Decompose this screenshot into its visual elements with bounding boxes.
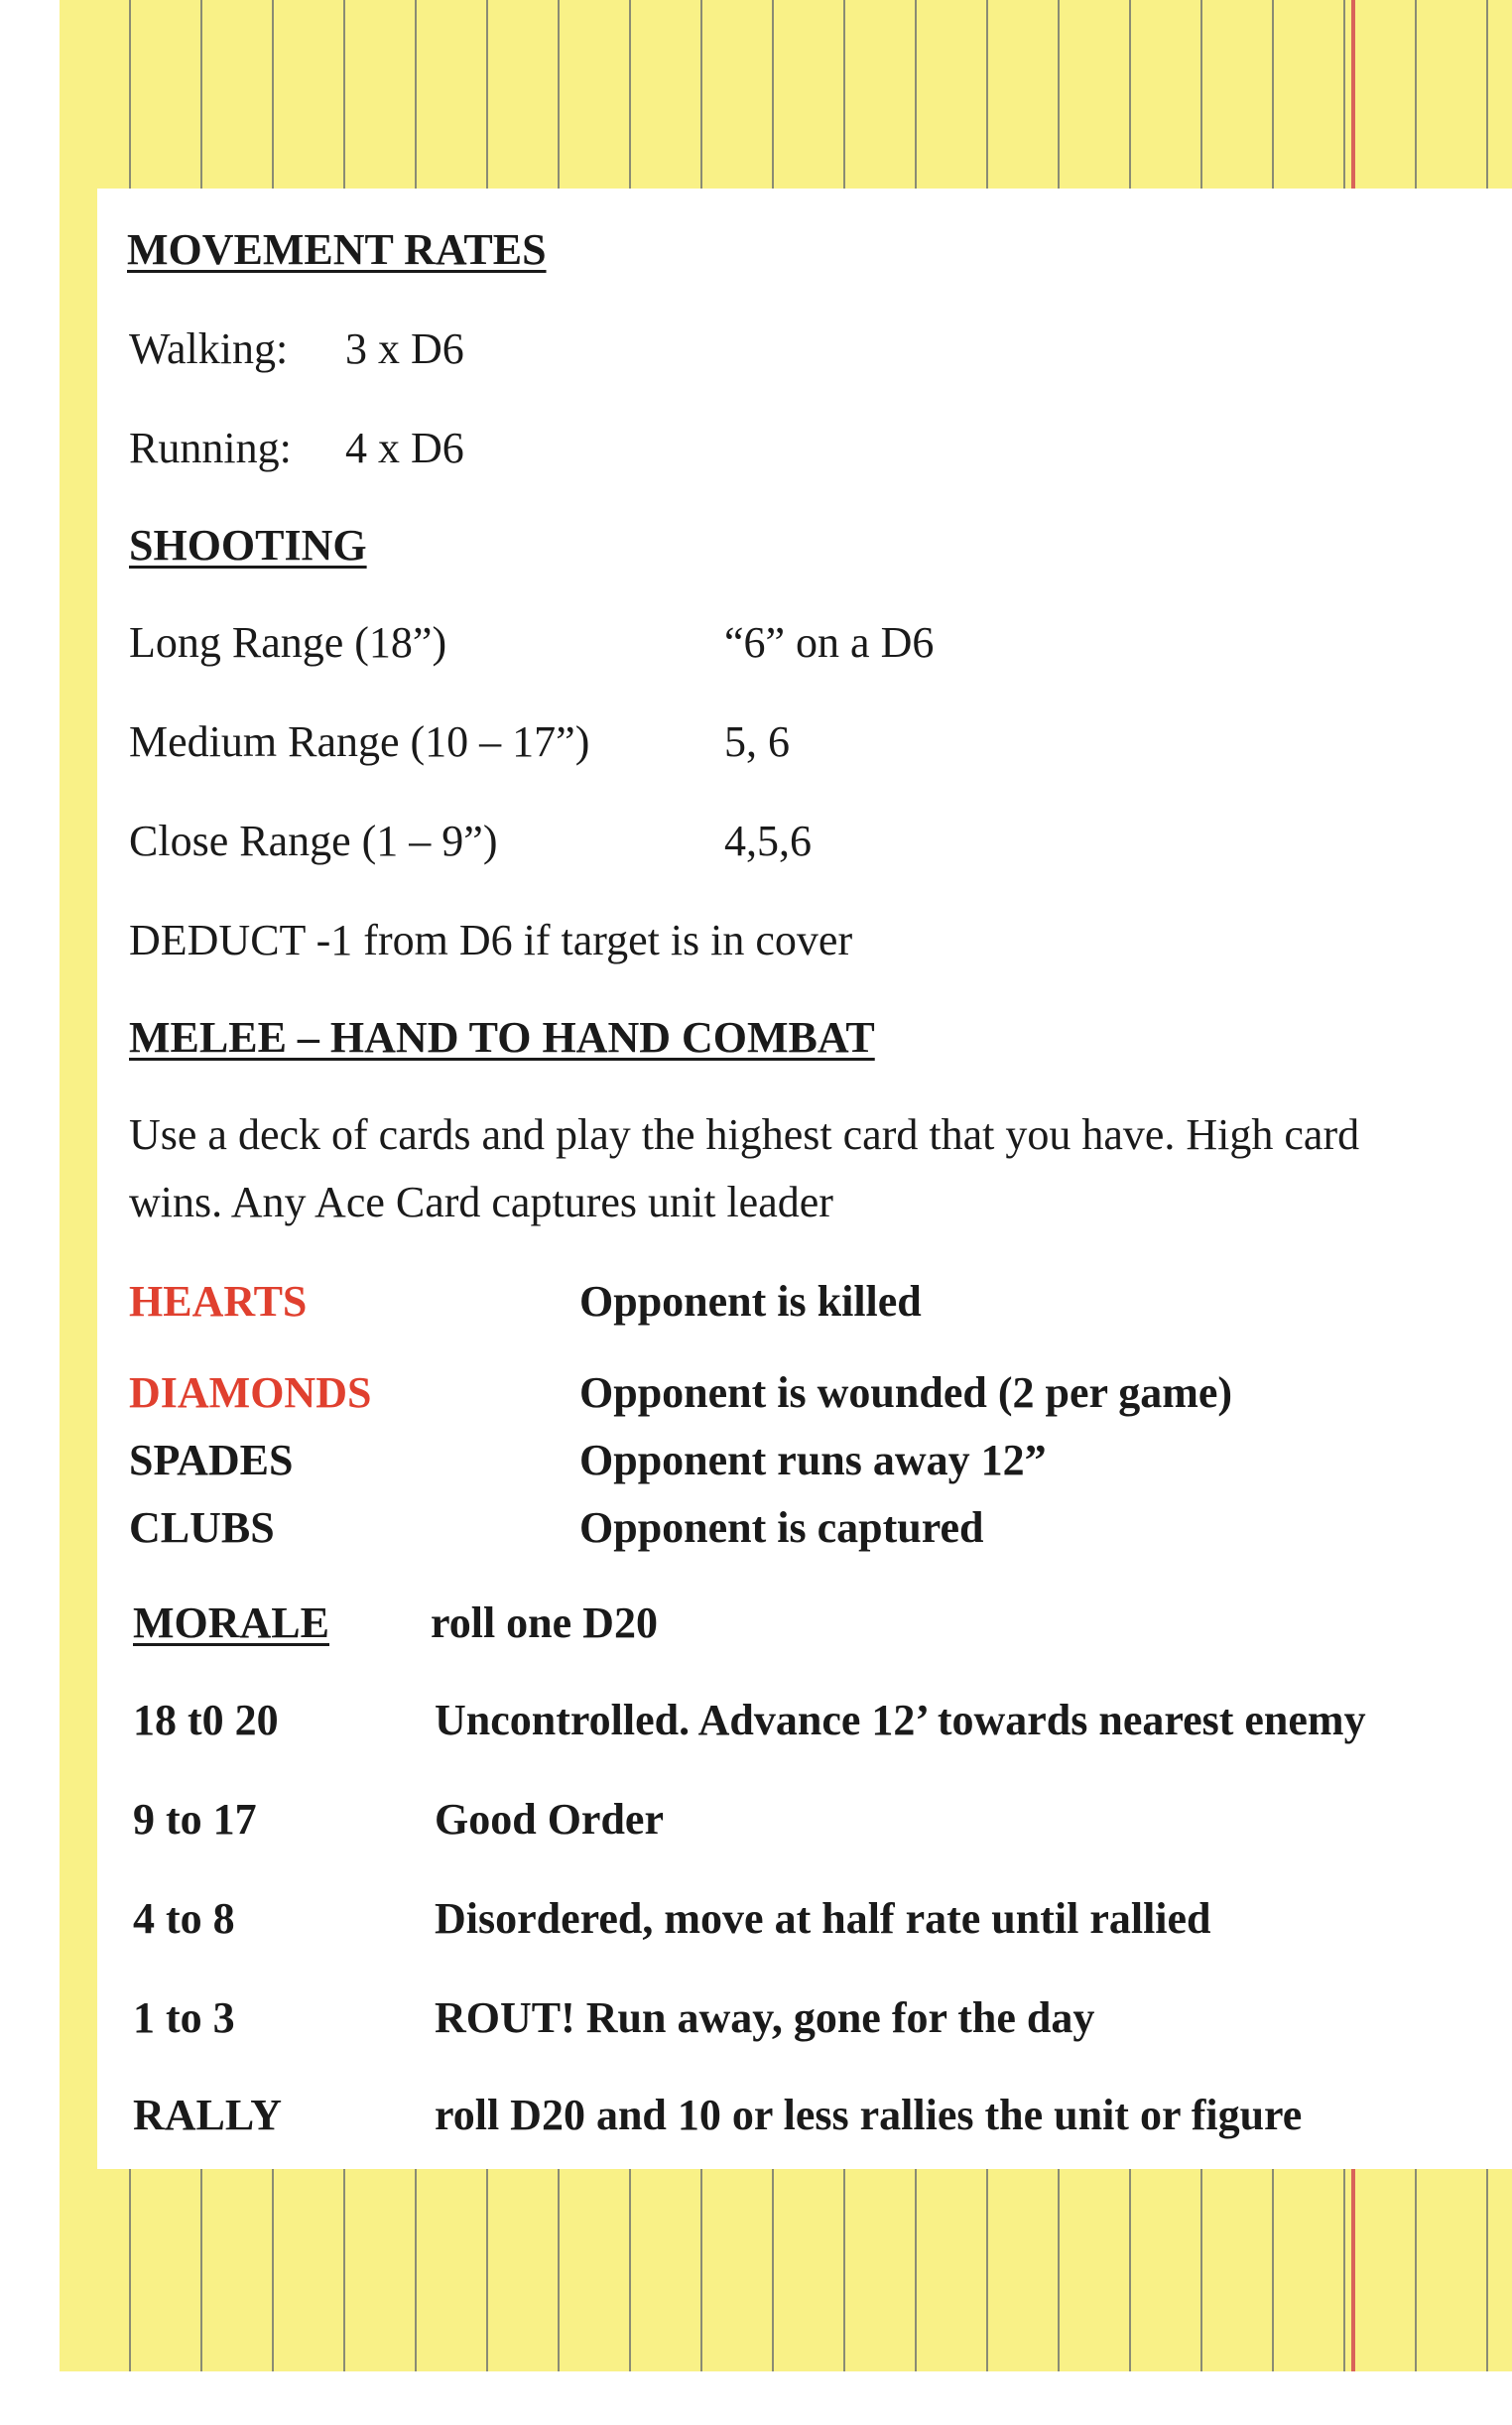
shooting-heading: SHOOTING xyxy=(129,521,367,570)
morale-result-18-20: Uncontrolled. Advance 12’ towards nearest enemy xyxy=(435,1696,1366,1744)
walking-value: 3 x D6 xyxy=(345,324,464,373)
melee-heading: MELEE – HAND TO HAND COMBAT xyxy=(129,1013,875,1062)
morale-roll-rally: RALLY xyxy=(133,2091,282,2139)
morale-result-1-3: ROUT! Run away, gone for the day xyxy=(435,1993,1095,2042)
morale-roll-1-3: 1 to 3 xyxy=(133,1993,235,2042)
morale-roll-18-20: 18 t0 20 xyxy=(133,1696,279,1744)
suit-spades-result: Opponent runs away 12” xyxy=(579,1436,1047,1484)
suit-hearts: HEARTS xyxy=(129,1277,308,1326)
running-value: 4 x D6 xyxy=(345,424,464,472)
suit-clubs: CLUBS xyxy=(129,1503,275,1552)
shooting-range-long: Long Range (18”) xyxy=(129,618,447,667)
suit-hearts-result: Opponent is killed xyxy=(579,1277,922,1326)
melee-description-line1: Use a deck of cards and play the highest card that you have. High card xyxy=(129,1110,1360,1159)
suit-diamonds: DIAMONDS xyxy=(129,1368,372,1417)
suit-spades: SPADES xyxy=(129,1436,294,1484)
morale-result-rally: roll D20 and 10 or less rallies the unit or figure xyxy=(435,2091,1303,2139)
movement-heading: MOVEMENT RATES xyxy=(127,225,547,274)
shooting-range-medium: Medium Range (10 – 17”) xyxy=(129,717,590,766)
shooting-range-close: Close Range (1 – 9”) xyxy=(129,817,498,865)
shooting-cover-note: DEDUCT -1 from D6 if target is in cover xyxy=(129,916,853,964)
melee-description-line2: wins. Any Ace Card captures unit leader xyxy=(129,1178,833,1226)
running-label: Running: xyxy=(129,424,292,472)
rules-card xyxy=(97,189,1512,2169)
walking-label: Walking: xyxy=(129,324,289,373)
morale-heading: MORALE xyxy=(133,1598,329,1647)
shooting-roll-long: “6” on a D6 xyxy=(724,618,935,667)
suit-clubs-result: Opponent is captured xyxy=(579,1503,984,1552)
morale-roll-9-17: 9 to 17 xyxy=(133,1795,257,1844)
morale-result-9-17: Good Order xyxy=(435,1795,664,1844)
shooting-roll-close: 4,5,6 xyxy=(724,817,812,865)
morale-heading-note: roll one D20 xyxy=(431,1598,658,1647)
morale-roll-4-8: 4 to 8 xyxy=(133,1894,235,1943)
shooting-roll-medium: 5, 6 xyxy=(724,717,790,766)
morale-result-4-8: Disordered, move at half rate until rallied xyxy=(435,1894,1211,1943)
suit-diamonds-result: Opponent is wounded (2 per game) xyxy=(579,1368,1233,1417)
